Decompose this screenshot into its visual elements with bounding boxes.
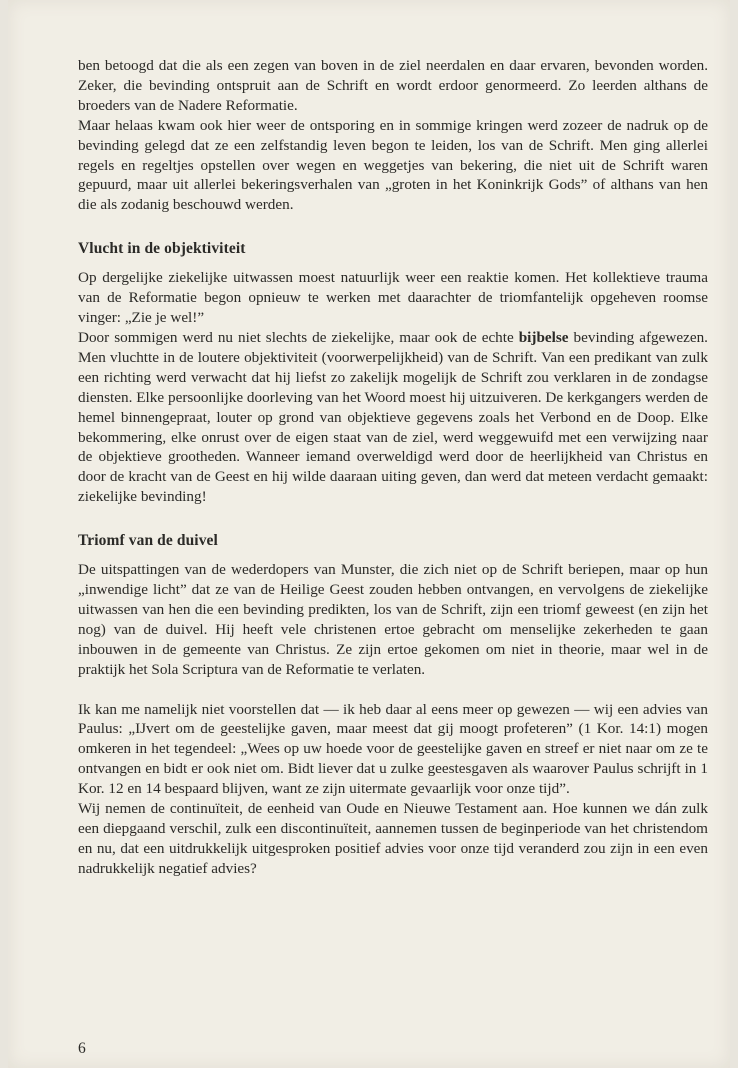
paragraph-paul-advice: Ik kan me namelijk niet voorstellen dat — ik heb daar al eens meer op gewezen — wij een advies van Paulus: „IJvert om de geestelijke gaven, maar meest dat gij moogt profeteren” (1 Kor. 14:1) mogen omkeren in het tegendeel: „Wees op uw hoede voor de geestelijke gaven en streef er niet naar om ze te ontvangen en bidt er ook niet om. Bidt liever dat u zulke geestesgaven als waarover Paulus schrijft in 1 Kor. 12 en 14 bespaard blijven, want ze zijn uitermate gevaarlijk voor onze tijd”. — [78, 700, 708, 798]
paragraph-derailment: Maar helaas kwam ook hier weer de ontsporing en in sommige kringen werd zozeer de nadruk op de bevinding gelegd dat ze een zelfstandig leven begon te leiden, los van de Schrift. Men ging allerlei regels en regeltjes opstellen over wegen en weggetjes van bekering, die niet uit de Schrift waren gepuurd, maar uit allerlei bekeringsverhalen van „groten in het Koninkrijk Gods” of althans van hen die als zodanig beschouwd werden. — [78, 116, 708, 214]
paragraph-reaction: Op dergelijke ziekelijke uitwassen moest natuurlijk weer een reaktie komen. Het kollektieve trauma van de Reformatie begon opnieuw te werken met daarachter de triomfantelijk opgeheven roomse vinger: „Zie je wel!” — [78, 269, 708, 327]
paragraph-intro: ben betoogd dat die als een zegen van boven in de ziel neerdalen en daar ervaren, bevonden worden. Zeker, die bevinding ontspruit aan de Schrift en wordt erdoor genormeerd. Zo leerden althans de broeders van de Nadere Reformatie. — [78, 57, 708, 114]
paragraph-biblical-experience — [78, 328, 708, 507]
page-content — [78, 56, 708, 879]
section-heading-triumph: Triomf van de duivel — [78, 532, 218, 550]
paragraph-anabaptists: De uitspattingen van de wederdopers van Munster, die zich niet op de Schrift beriepen, maar op hun „inwendige licht” dat ze van de Heilige Geest zouden hebben ontvangen, en vervolgens de ziekelijke uitwassen van hen die een bevinding predikten, los van de Schrift, zijn een triomf geweest (en zijn het nog) van de duivel. Hij heeft vele christenen ertoe gebracht om menselijke zekerheden te gaan inbouwen in de gemeente van Christus. Ze zijn ertoe gekomen om niet in theorie, maar wel in de praktijk het Sola Scriptura van de Reformatie te verlaten. — [78, 561, 708, 678]
text-fragment: bevinding afgewezen. Men vluchtte in de loutere objektiviteit (voorwerpelijkheid) van de Schrift. Van een predikant van zulk een richting werd verwacht dat hij liefst zo zakelijk mogelijk de Schrift zou verklaren in de zondagse diensten. Elke persoonlijke doorleving van het Woord moest hij uitzuiveren. De kerkgangers werden de hemel binnengepraat, louter op grond van objektieve gegevens zoals het Verbond en de Doop. Elke bekommering, elke onrust over de eigen staat van de ziel, werd weggewuifd met een verwijzing naar de objektieve grootheden. Wanneer iemand overweldigd werd door de heerlijkheid van Christus en door de kracht van de Geest en hij wilde daaraan uiting geven, dan werd dat meteen verdacht gemaakt: ziekelijke bevinding! — [78, 328, 708, 506]
text-fragment: Door sommigen werd nu niet slechts de ziekelijke, maar ook de echte — [78, 328, 519, 346]
page-number: 6 — [78, 1040, 86, 1057]
emphasis-bijbelse: bijbelse — [518, 328, 569, 346]
book-page — [8, 0, 730, 1068]
section-heading-objectivity: Vlucht in de objektiviteit — [78, 240, 246, 258]
paragraph-continuity: Wij nemen de continuïteit, de eenheid van Oude en Nieuwe Testament aan. Hoe kunnen we dán zulk een diepgaand verschil, zulk een discontinuïteit, aannemen tussen de beginperiode van het christendom en nu, dat een uitdrukkelijk uitgesproken positief advies voor onze tijd veranderd zou zijn in een even nadrukkelijk negatief advies? — [78, 800, 708, 877]
